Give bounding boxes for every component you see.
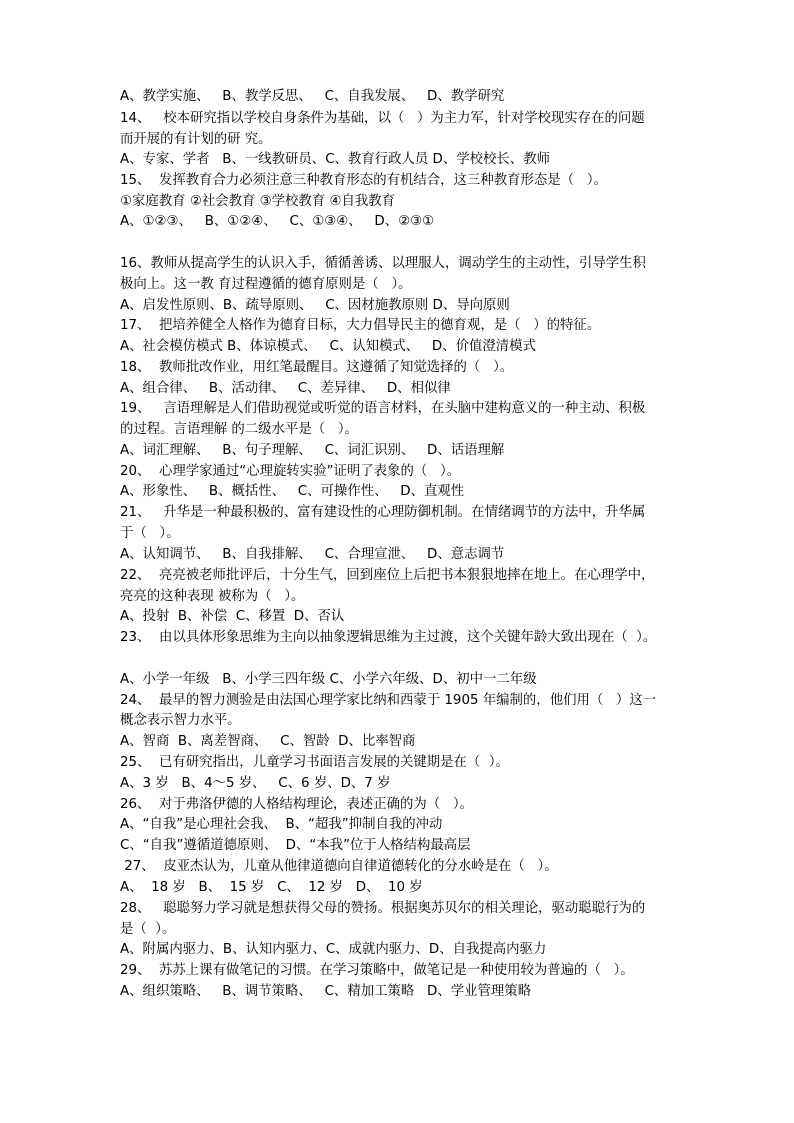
- text-line: 29、 苏苏上课有做笔记的习惯。在学习策略中，做笔记是一种使用较为普遍的（ ）。: [120, 963, 634, 978]
- text-line: A、“自我”是心理社会我、 B、“超我”抑制自我的冲动: [120, 817, 443, 832]
- text-line: A、认知调节、 B、自我排解、 C、合理宣泄、 D、意志调节: [120, 547, 505, 562]
- text-line: 21、 升华是一种最积极的、富有建设性的心理防御机制。在情绪调节的方法中，升华属: [120, 505, 646, 520]
- text-line: 24、 最早的智力测验是由法国心理学家比纳和西蒙于 1905 年编制的，他们用（ ）这一: [120, 693, 657, 708]
- text-line: A、3 岁 B、4～5 岁、 C、6 岁、D、7 岁: [120, 776, 391, 791]
- text-line: A、形象性、 B、概括性、 C、可操作性、 D、直观性: [120, 484, 465, 499]
- text-line: 极向上。这一教 育过程遵循的德育原则是（ ）。: [120, 277, 412, 292]
- text-line: 亮亮的这种表现 被称为（ ）。: [120, 589, 305, 604]
- text-line: 23、 由以具体形象思维为主向以抽象逻辑思维为主过渡，这个关键年龄大致出现在（ ）。: [120, 630, 657, 645]
- text-line: 概念表示智力水平。: [120, 713, 241, 728]
- text-line: A、附属内驱力、B、认知内驱力、C、成就内驱力、D、自我提高内驱力: [120, 942, 547, 957]
- text-line: A、①②③、 B、①②④、 C、①③④、 D、②③①: [120, 214, 435, 229]
- text-line: A、专家、学者 B、一线教研员、C、教育行政人员 D、学校校长、教师: [120, 152, 550, 167]
- text-line: 19、 言语理解是人们借助视觉或听觉的语言材料，在头脑中建构意义的一种主动、积极: [120, 401, 646, 416]
- text-line: 17、 把培养健全人格作为德育目标，大力倡导民主的德育观，是（ ）的特征。: [120, 318, 601, 333]
- text-line: 于（ ）。: [120, 526, 180, 541]
- text-line: A、 18 岁 B、 15 岁 C、 12 岁 D、 10 岁: [120, 880, 423, 895]
- text-line: A、投射 B、补偿 C、移置 D、否认: [120, 609, 345, 624]
- text-line: 25、 已有研究指出，儿童学习书面语言发展的关键期是在（ ）。: [120, 755, 509, 770]
- text-line: 28、 聪聪努力学习就是想获得父母的赞扬。根据奥苏贝尔的相关理论，驱动聪聪行为的: [120, 901, 646, 916]
- text-line: 22、 亮亮被老师批评后，十分生气，回到座位上后把书本狠狠地摔在地上。在心理学中，: [120, 568, 655, 583]
- text-line: A、组合律、 B、活动律、 C、差异律、 D、相似律: [120, 381, 451, 396]
- text-line: A、词汇理解、 B、句子理解、 C、词汇识别、 D、话语理解: [120, 443, 505, 458]
- text-line: 27、 皮亚杰认为，儿童从他律道德向自律道德转化的分水岭是在（ ）。: [120, 859, 558, 874]
- text-line: 26、 对于弗洛伊德的人格结构理论，表述正确的为（ ）。: [120, 797, 473, 812]
- text-line: 18、 教师批改作业，用红笔最醒目。这遵循了知觉选择的（ ）。: [120, 360, 514, 375]
- text-line: 的过程。言语理解 的二级水平是（ ）。: [120, 422, 358, 437]
- text-line: C、“自我”遵循道德原则、 D、“本我”位于人格结构最高层: [120, 838, 471, 853]
- text-line: 15、 发挥教育合力必须注意三种教育形态的有机结合，这三种教育形态是（ ）。: [120, 173, 607, 188]
- text-line: A、小学一年级 B、小学三四年级 C、小学六年级、D、初中一二年级: [120, 672, 537, 687]
- text-line: A、教学实施、 B、教学反思、 C、自我发展、 D、教学研究: [120, 89, 505, 104]
- text-line: A、启发性原则、B、疏导原则、 C、因材施教原则 D、导向原则: [120, 298, 510, 313]
- text-line: 20、 心理学家通过“心理旋转实验”证明了表象的（ ）。: [120, 464, 461, 479]
- text-line: A、智商 B、离差智商、 C、智龄 D、比率智商: [120, 734, 416, 749]
- text-line: ①家庭教育 ②社会教育 ③学校教育 ④自我教育: [120, 194, 396, 209]
- text-line: A、社会模仿模式 B、体谅模式、 C、认知模式、 D、价值澄清模式: [120, 339, 536, 354]
- text-line: 14、 校本研究指以学校自身条件为基础，以（ ）为主力军，针对学校现实存在的问题: [120, 111, 645, 126]
- text-line: 而开展的有计划的研 究。: [120, 132, 272, 147]
- text-line: 是（ ）。: [120, 922, 176, 937]
- text-line: A、组织策略、 B、调节策略、 C、精加工策略 D、学业管理策略: [120, 984, 532, 999]
- text-line: 16、教师从提高学生的认识入手，循循善诱、以理服人，调动学生的主动性，引导学生积: [120, 256, 646, 271]
